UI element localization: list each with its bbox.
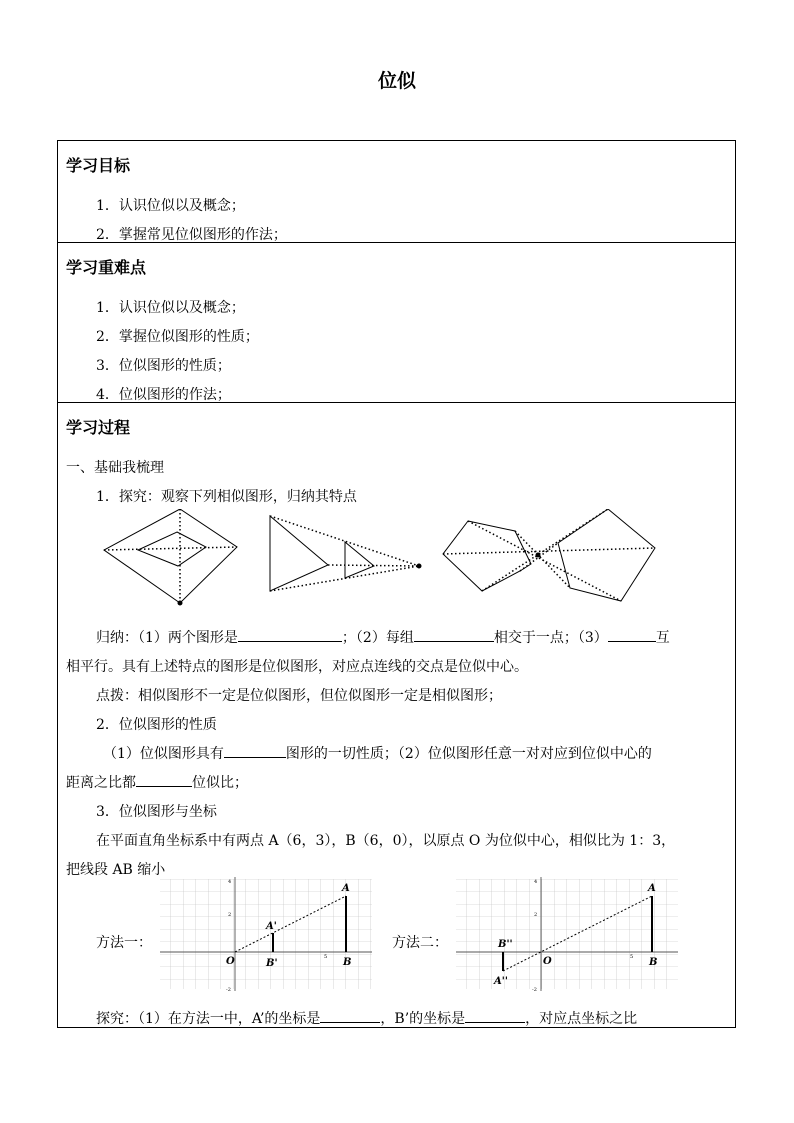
triangle-figure — [270, 516, 421, 591]
prop-text-a: （1）位似图形具有 — [103, 746, 224, 762]
goals-item-2: 2．掌握常见位似图形的作法； — [96, 227, 287, 243]
induce-line-2: 相平行。具有上述特点的图形是位似图形，对应点连线的交点是位似中心。 — [66, 659, 528, 675]
explore-text-c: ，对应点坐标之比 — [525, 1011, 638, 1027]
prop-text-b: 图形的一切性质；（2）位似图形任意一对对应到位似中心的 — [285, 746, 652, 762]
coord-line-1: 在平面直角坐标系中有两点 A（6，3），B（6，0），以原点 O 为位似中心，相似比为 1：3， — [96, 833, 676, 849]
label-b1: B' — [266, 958, 278, 969]
ytick-neg2: -2 — [532, 987, 537, 993]
page-title: 位似 — [377, 70, 416, 92]
difficulties-item-4: 4．位似图形的作法； — [96, 387, 231, 403]
label-o: O — [226, 956, 235, 967]
coord-line-2: 把线段 AB 缩小 — [66, 862, 166, 878]
blank-7[interactable] — [465, 1008, 525, 1023]
label-b: B — [343, 957, 352, 968]
process-heading: 学习过程 — [66, 418, 131, 437]
ytick-4: 4 — [534, 879, 538, 885]
goals-section — [58, 141, 735, 243]
prop-text-d: 位似比； — [192, 775, 248, 791]
xtick-5: 5 — [630, 954, 634, 960]
method-2-label: 方法二： — [392, 935, 448, 951]
prop-text-c: 距离之比都 — [66, 775, 136, 791]
coordinate-graph-1 — [158, 874, 376, 994]
label-b: B — [649, 957, 658, 968]
difficulties-heading: 学习重难点 — [66, 258, 147, 277]
rhombus-figure — [104, 509, 237, 605]
process-section — [58, 403, 735, 1029]
explore-item-2: 2．位似图形的性质 — [96, 717, 217, 733]
label-b2: B'' — [498, 939, 513, 950]
blank-3[interactable] — [608, 627, 656, 642]
ytick-4: 4 — [228, 879, 232, 885]
xtick-5: 5 — [324, 954, 328, 960]
goals-heading: 学习目标 — [66, 156, 131, 175]
difficulties-item-1: 1．认识位似以及概念； — [96, 300, 245, 316]
explore-text-b: ，B’的坐标是 — [380, 1011, 466, 1027]
induce-text-a: 归纳：（1）两个图形是 — [96, 630, 238, 646]
blank-4[interactable] — [224, 743, 286, 758]
similar-figures — [58, 509, 735, 609]
difficulties-item-2: 2．掌握位似图形的性质； — [96, 329, 259, 345]
pentagon-figure — [443, 509, 655, 601]
explore-text-a: 探究：（1）在方法一中，A’的坐标是 — [96, 1011, 321, 1027]
tip-line: 点拨：相似图形不一定是位似图形，但位似图形一定是相似图形； — [96, 688, 502, 704]
property-line-2 — [66, 772, 248, 792]
induce-text-d: 互 — [655, 630, 670, 646]
property-line-1 — [103, 743, 652, 763]
explore-line — [96, 1008, 637, 1028]
label-a2: A'' — [494, 976, 508, 987]
blank-6[interactable] — [320, 1008, 380, 1023]
label-a: A — [648, 883, 656, 894]
part1-heading: 一、基础我梳理 — [66, 460, 164, 476]
difficulties-item-3: 3．位似图形的性质； — [96, 358, 231, 374]
difficulties-section — [58, 243, 735, 403]
induce-text-b: ；（2）每组 — [341, 630, 414, 646]
induce-line-1 — [96, 627, 670, 647]
method-1-label: 方法一： — [96, 935, 152, 951]
ytick-2: 2 — [228, 912, 232, 918]
blank-1[interactable] — [238, 627, 342, 642]
explore-item-3: 3．位似图形与坐标 — [96, 804, 217, 820]
explore-item-1: 1．探究：观察下列相似图形，归纳其特点 — [96, 489, 357, 505]
goals-item-1: 1．认识位似以及概念； — [96, 198, 245, 214]
label-a: A — [342, 883, 350, 894]
label-o: O — [543, 956, 552, 967]
blank-2[interactable] — [414, 627, 494, 642]
ytick-neg2: -2 — [226, 987, 231, 993]
induce-text-c: 相交于一点；（3） — [493, 630, 608, 646]
label-a1: A' — [266, 921, 277, 932]
worksheet-table — [57, 140, 736, 1028]
blank-5[interactable] — [136, 772, 192, 787]
ytick-2: 2 — [534, 912, 538, 918]
coordinate-graph-2 — [454, 874, 682, 994]
